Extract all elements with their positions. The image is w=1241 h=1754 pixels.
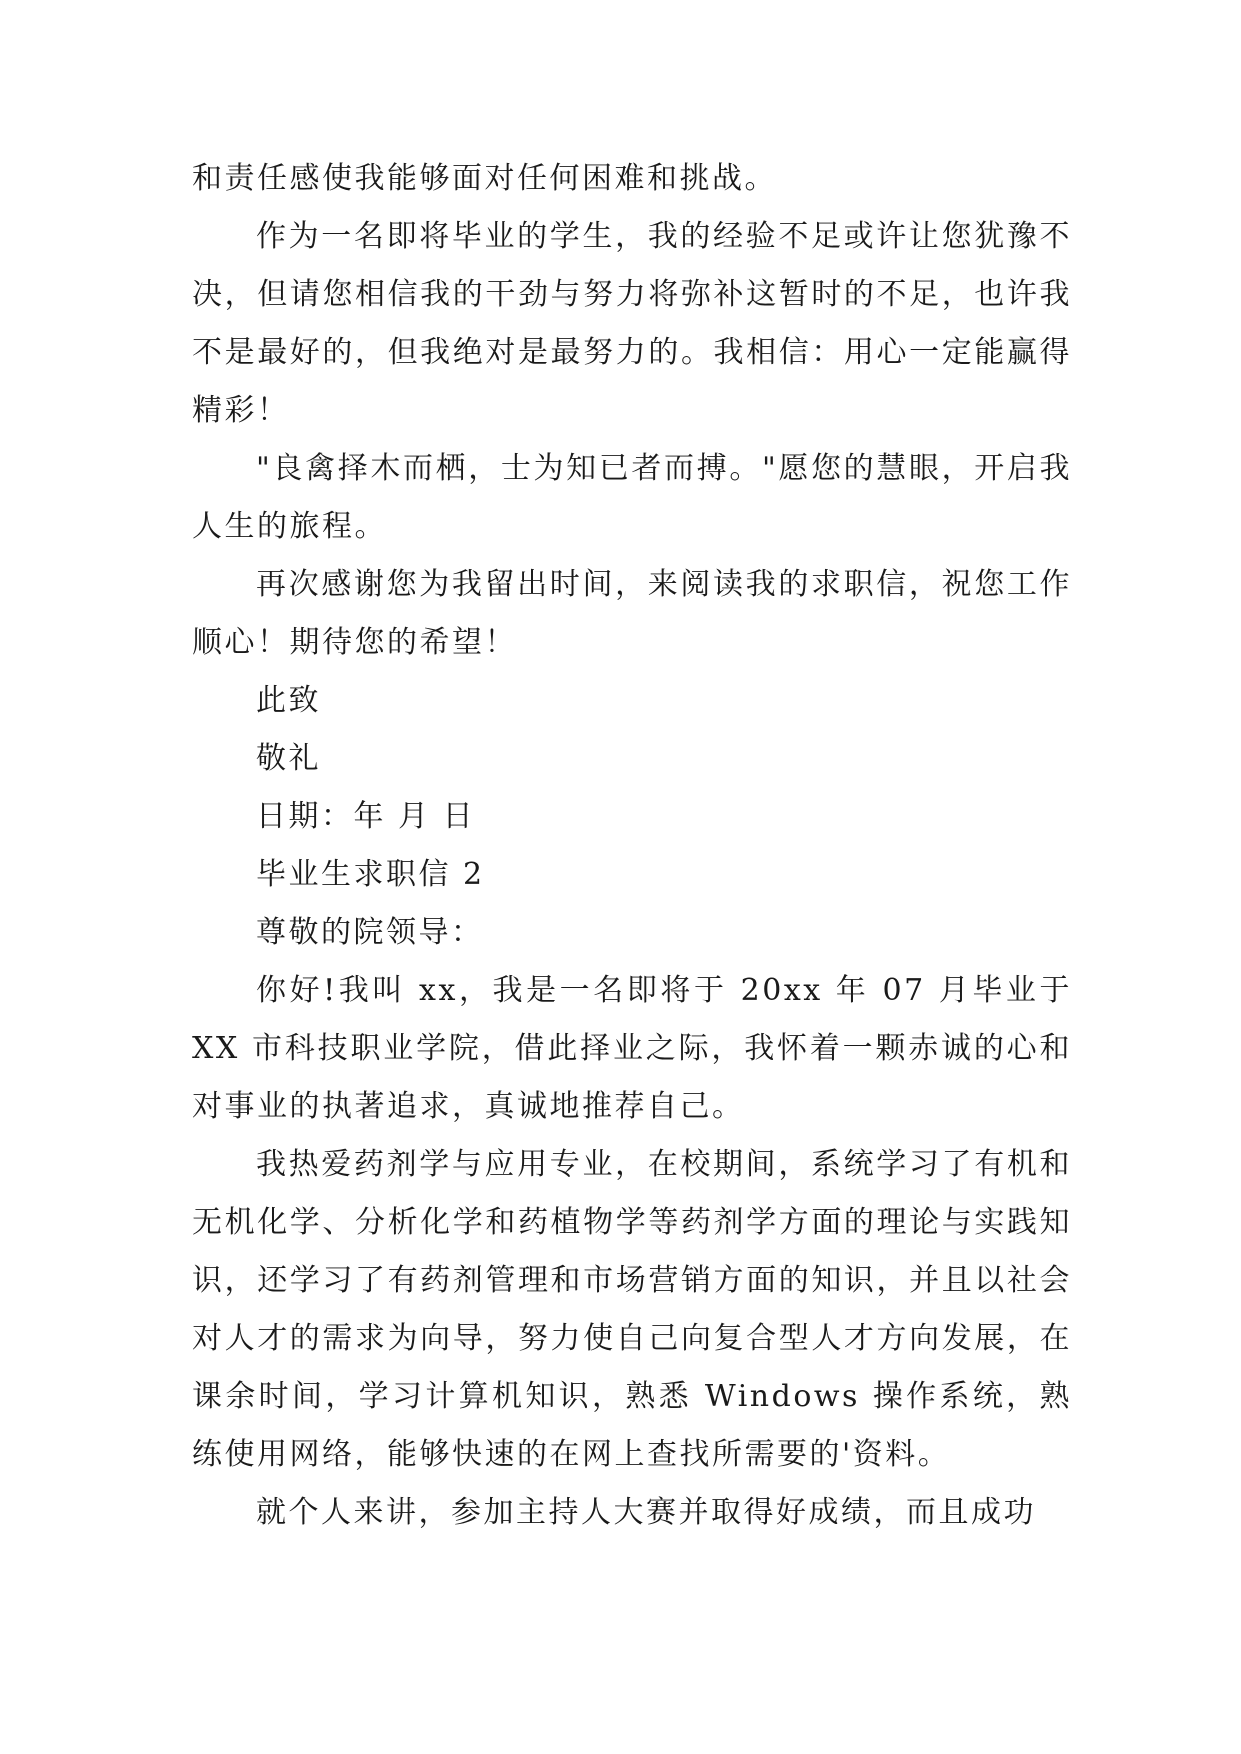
paragraph-3: "良禽择木而栖，士为知已者而搏。"愿您的慧眼，开启我人生的旅程。	[192, 451, 1072, 544]
paragraph-2: 作为一名即将毕业的学生，我的经验不足或许让您犹豫不决，但请您相信我的干劲与努力将弥补这暂时的不足，也许我不是最好的，但我绝对是最努力的。我相信：用心一定能赢得精彩！	[192, 219, 1072, 428]
section-title: 毕业生求职信 2	[256, 857, 485, 892]
closing-salutation: 此致	[256, 683, 321, 718]
paragraph-1: 和责任感使我能够面对任何困难和挑战。	[192, 161, 777, 196]
letter-body	[192, 150, 1072, 1542]
paragraph-study: 我热爱药剂学与应用专业，在校期间，系统学习了有机和无机化学、分析化学和药植物学等药剂学方面的理论与实践知识，还学习了有药剂管理和市场营销方面的知识，并且以社会对人才的需求为向导，努力使自己向复合型人才方向发展，在课余时间，学习计算机知识，熟悉 Windows 操作系统，熟练使用网络，能够快速的在网上查找所需要的'资料。	[192, 1147, 1072, 1472]
paragraph-personal: 就个人来讲，参加主持人大赛并取得好成绩，而且成功	[256, 1495, 1036, 1530]
date-line: 日期：年 月 日	[256, 799, 476, 834]
paragraph-intro: 你好!我叫 xx，我是一名即将于 20xx 年 07 月毕业于 XX 市科技职业学院，借此择业之际，我怀着一颗赤诚的心和对事业的执著追求，真诚地推荐自己。	[192, 973, 1072, 1124]
greeting: 尊敬的院领导：	[256, 915, 484, 950]
closing-respect: 敬礼	[256, 741, 321, 776]
paragraph-4: 再次感谢您为我留出时间，来阅读我的求职信，祝您工作顺心！期待您的希望！	[192, 567, 1072, 660]
